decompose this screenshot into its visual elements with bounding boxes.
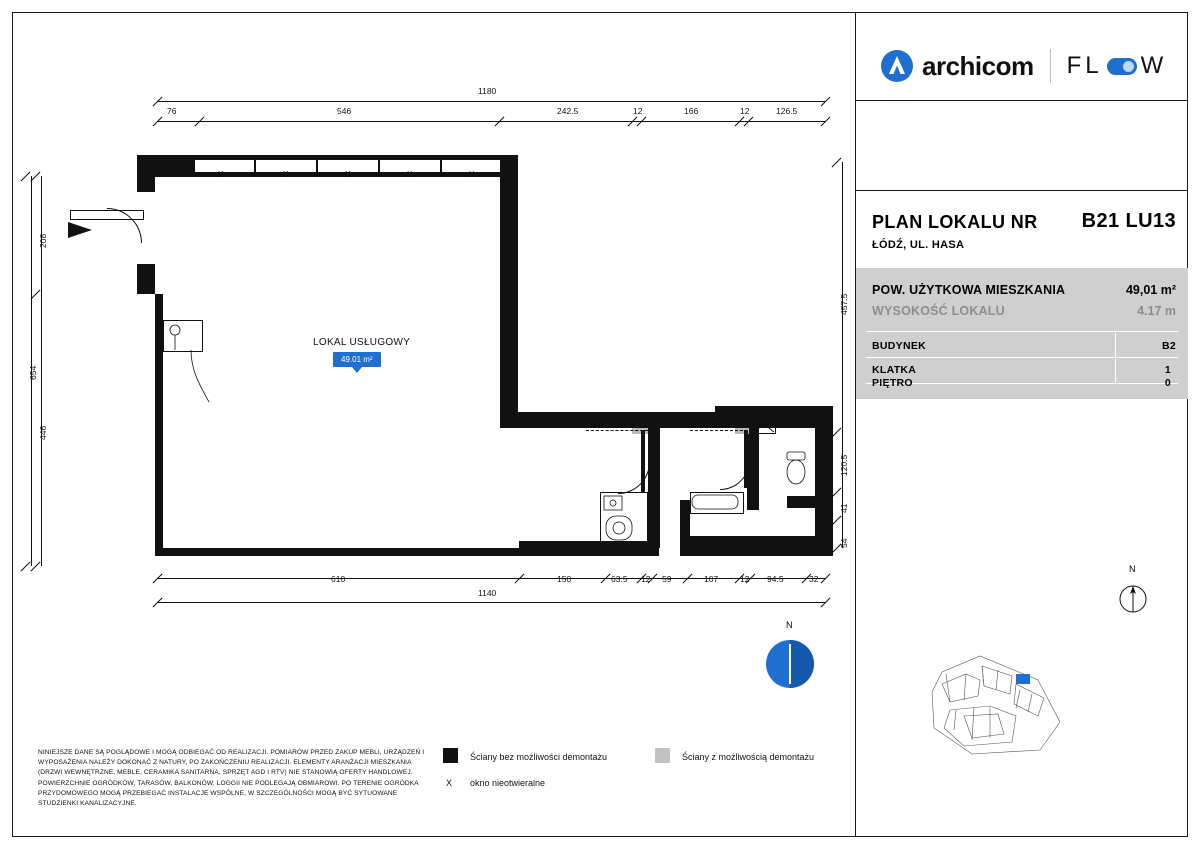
panel-divider xyxy=(855,12,856,837)
legend-label-fixed-window: okno nieotwieralne xyxy=(470,778,546,788)
compass-needle xyxy=(789,644,791,684)
window-mullion xyxy=(378,160,380,172)
dim-tick xyxy=(21,172,31,182)
panel-rule-title xyxy=(855,190,1188,191)
dim-value: 150 xyxy=(557,574,572,584)
dim-bottom-inner-line xyxy=(157,578,825,579)
dim-bottom-outer-line xyxy=(157,602,825,603)
wall-segment xyxy=(500,412,715,428)
dim-value: 76 xyxy=(167,106,177,116)
wc-icon xyxy=(782,450,812,494)
dim-value: 654 xyxy=(28,365,38,380)
dim-value: 32 xyxy=(809,574,819,584)
utility-box-icon xyxy=(163,320,202,351)
unit-code: B21 LU13 xyxy=(1081,210,1176,232)
wall-segment xyxy=(155,548,520,556)
window-mullion xyxy=(254,160,256,172)
room-name-label: LOKAL USŁUGOWY xyxy=(313,337,411,348)
dim-value: 126.5 xyxy=(776,106,798,116)
wall-segment xyxy=(137,155,195,177)
dim-value: 12 xyxy=(740,574,750,584)
dim-tick xyxy=(31,172,41,182)
panel-compass-icon xyxy=(1112,564,1154,620)
dim-value: 457.5 xyxy=(839,293,849,315)
dim-value: 446 xyxy=(38,425,48,440)
area-value: 49,01 m² xyxy=(1125,283,1176,297)
height-label: WYSOKOŚĆ LOKALU xyxy=(872,304,1005,318)
site-key-plan xyxy=(920,650,1070,760)
wall-segment xyxy=(648,428,660,548)
dim-value: 12 xyxy=(641,574,651,584)
dim-tick xyxy=(832,158,842,168)
wall-segment xyxy=(155,294,163,556)
info-row-tick xyxy=(1115,333,1116,357)
window-mullion xyxy=(316,160,318,172)
dim-bottom-outer-value: 1140 xyxy=(478,588,497,598)
dim-value: 546 xyxy=(337,106,352,116)
height-value: 4.17 m xyxy=(1137,304,1176,318)
legend-label-fixed-wall: Ściany bez możliwości demontażu xyxy=(470,752,608,762)
page-title: PLAN LOKALU NR xyxy=(872,212,1038,232)
dim-tick xyxy=(31,562,41,572)
floor-label: PIĘTRO xyxy=(872,377,913,389)
dim-tick xyxy=(832,488,842,498)
wall-segment xyxy=(680,536,833,556)
dim-value: 63.5 xyxy=(611,574,628,584)
dim-value: 12 xyxy=(633,106,643,116)
wall-segment xyxy=(195,155,517,160)
dim-tick xyxy=(21,562,31,572)
info-row-divider xyxy=(866,331,1178,332)
legend-swatch-removable-wall xyxy=(655,748,670,763)
unit-address: ŁÓDŹ, UL. HASA xyxy=(872,239,965,251)
compass-half xyxy=(790,640,814,688)
dim-value: 242.5 xyxy=(557,106,579,116)
panel-rule-top xyxy=(855,100,1188,101)
dim-value: 166 xyxy=(684,106,699,116)
floor-value: 0 xyxy=(1164,377,1171,389)
legend-x-icon: X xyxy=(446,778,453,788)
dim-top-outer-line xyxy=(157,101,825,102)
dim-value: 208 xyxy=(38,233,48,248)
info-row-tick xyxy=(1115,359,1116,383)
dim-value: 610 xyxy=(331,574,346,584)
wall-segment xyxy=(680,500,690,540)
dim-value: 120.5 xyxy=(839,454,849,476)
dim-tick xyxy=(832,516,842,526)
door-opening-line xyxy=(586,430,648,431)
flow-letter-w: W xyxy=(1140,52,1168,79)
dim-value: 59 xyxy=(662,574,672,584)
wall-segment xyxy=(137,177,155,192)
window-x-mark: X xyxy=(469,170,475,179)
dim-top-inner-line xyxy=(157,121,825,122)
room-area-badge: 49.01 m² xyxy=(333,352,381,367)
window-mullion xyxy=(440,160,442,172)
legend-label-removable-wall: Ściany z możliwością demontażu xyxy=(682,752,815,762)
dim-value: 54 xyxy=(839,538,849,548)
flow-pill-icon xyxy=(1107,58,1137,75)
dim-value: 41 xyxy=(839,503,849,513)
door-leaf xyxy=(744,430,748,488)
wall-segment xyxy=(787,496,833,508)
door-leaf xyxy=(641,430,645,492)
building-label: BUDYNEK xyxy=(872,340,927,352)
window-x-mark: X xyxy=(407,170,413,179)
building-value: B2 xyxy=(1161,340,1176,352)
bathtub-icon xyxy=(690,492,743,513)
brand-separator xyxy=(1050,49,1051,83)
door-opening-line xyxy=(690,430,748,431)
wc-sink-icon xyxy=(600,492,647,549)
flow-letter-l: L xyxy=(1085,52,1103,79)
staircase-value: 1 xyxy=(1164,364,1171,376)
dim-value: 107 xyxy=(704,574,719,584)
area-label: POW. UŻYTKOWA MIESZKANIA xyxy=(872,283,1066,297)
legend-swatch-fixed-wall xyxy=(443,748,458,763)
flow-letter-f: F xyxy=(1066,52,1086,79)
shaft-box-hatch xyxy=(754,416,775,433)
brand-name: archicom xyxy=(922,50,1034,81)
pipe-run-icon xyxy=(185,350,215,405)
compass-icon xyxy=(766,640,814,688)
removable-wall xyxy=(632,428,648,434)
wall-segment xyxy=(815,406,833,556)
panel-compass-north-label: N xyxy=(1129,564,1136,574)
info-row-divider xyxy=(866,357,1178,358)
staircase-label: KLATKA xyxy=(872,364,917,376)
disclaimer-text: NINIEJSZE DANE SĄ POGLĄDOWE I MOGĄ ODBIEGAĆ OD REALIZACJI. POMIARÓW PRZED ZAKUP MEBLI, URZĄDZEŃ I WYPOSAŻENIA NALEŻY DOKONAĆ Z NATURY, PO ZAKOŃCZENIU REALIZACJI. ELEMENTY ARANŻACJI MIESZKANIA (DRZWI WEWNĘTRZNE, MEBLE, CERAMIKA SANITARNA, SPRZĘT AGD I RTV) NIE STANOWIĄ OFERTY HANDLOWEJ. POWIERZCHNIE OGRÓDKÓW, TARASÓW, BALKONÓW, LOGGII NIE PODLEGAJĄ OBMIAROWI. PO TERENIE OGRÓDKA PRZYDOMOWEGO MOGĄ PRZEBIEGAĆ INSTALACJE WSPÓLNE, W SZCZEGÓLNOŚCI MOGĄ BYĆ SYTUOWANE STUDZIENKI KANALIZACYJNE. xyxy=(38,749,425,808)
archicom-logo-icon xyxy=(880,49,914,83)
window-x-mark: X xyxy=(345,170,351,179)
window-x-mark: X xyxy=(218,170,224,179)
flow-logo xyxy=(1067,52,1168,80)
dim-value: 94.5 xyxy=(767,574,784,584)
compass-north-label: N xyxy=(786,620,793,630)
brand-header xyxy=(880,42,1170,90)
dim-value: 12 xyxy=(740,106,750,116)
wall-segment xyxy=(137,264,155,294)
dim-tick xyxy=(832,428,842,438)
dim-top-outer-value: 1180 xyxy=(478,86,497,96)
wall-segment xyxy=(500,155,518,420)
dim-tick xyxy=(31,290,41,300)
window-x-mark: X xyxy=(283,170,289,179)
